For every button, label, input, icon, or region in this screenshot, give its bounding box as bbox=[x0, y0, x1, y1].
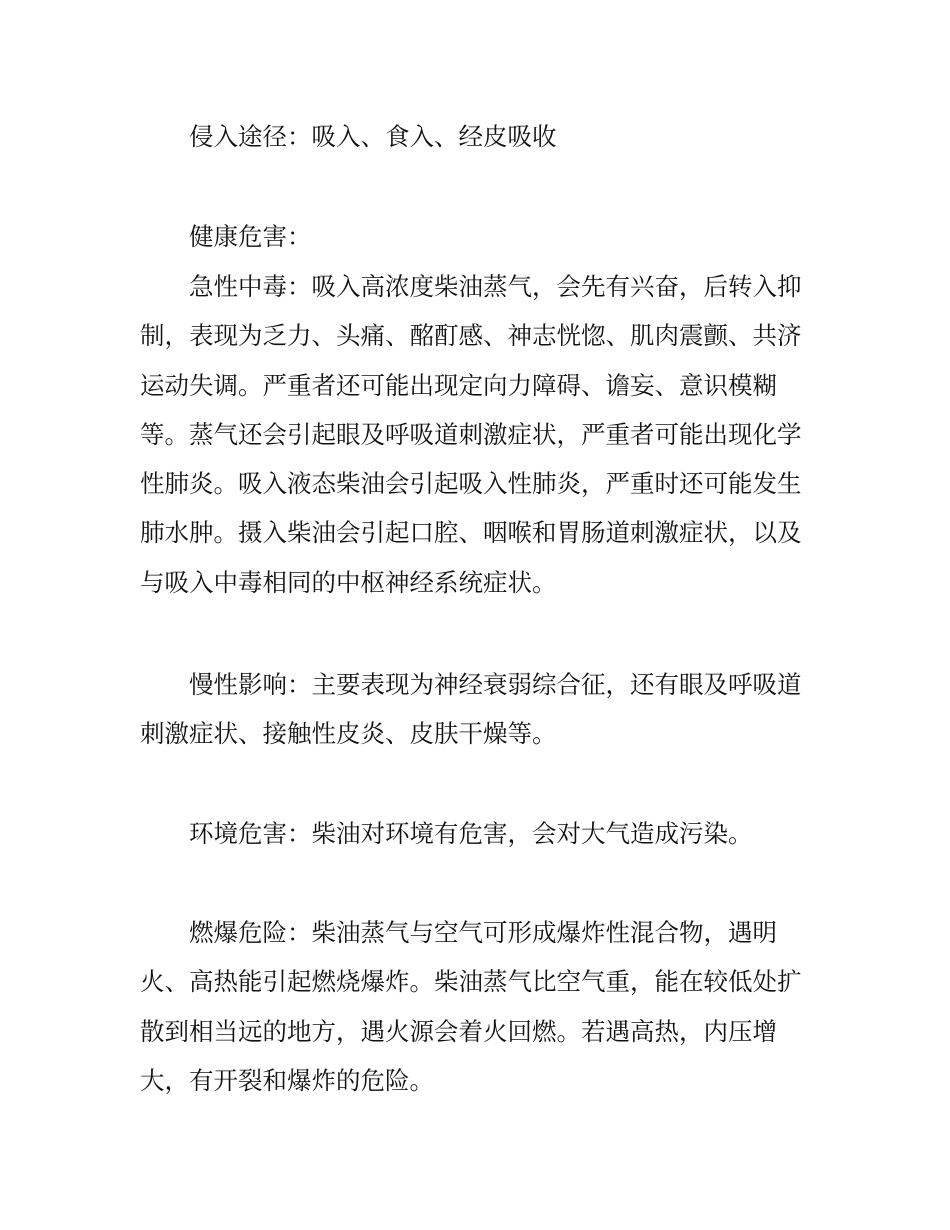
paragraph-environmental-hazard: 环境危害：柴油对环境有危害，会对大气造成污染。 bbox=[189, 819, 753, 848]
paragraph-chronic-effects: 慢性影响：主要表现为神经衰弱综合征，还有眼及呼吸道刺激症状、接触性皮炎、皮肤干燥等。 bbox=[140, 670, 802, 749]
paragraph-fire-explosion-hazard: 燃爆危险：柴油蒸气与空气可形成爆炸性混合物，遇明火、高热能引起燃烧爆炸。柴油蒸气比空气重，能在较低处扩散到相当远的地方，遇火源会着火回燃。若遇高热，内压增大，有开裂和爆炸的危险。 bbox=[140, 918, 802, 1095]
paragraph-health-hazard-heading: 健康危害： bbox=[189, 222, 312, 251]
paragraph-acute-poisoning: 急性中毒：吸入高浓度柴油蒸气，会先有兴奋，后转入抑制，表现为乏力、头痛、酩酊感、神志恍惚、肌肉震颤、共济运动失调。严重者还可能出现定向力障碍、谵妄、意识模糊等。蒸气还会引起眼及呼吸道刺激症状，严重者可能出现化学性肺炎。吸入液态柴油会引起吸入性肺炎，严重时还可能发生肺水肿。摄入柴油会引起口腔、咽喉和胃肠道刺激症状，以及与吸入中毒相同的中枢神经系统症状。 bbox=[140, 272, 802, 597]
paragraph-exposure-route: 侵入途径：吸入、食入、经皮吸收 bbox=[189, 122, 557, 151]
